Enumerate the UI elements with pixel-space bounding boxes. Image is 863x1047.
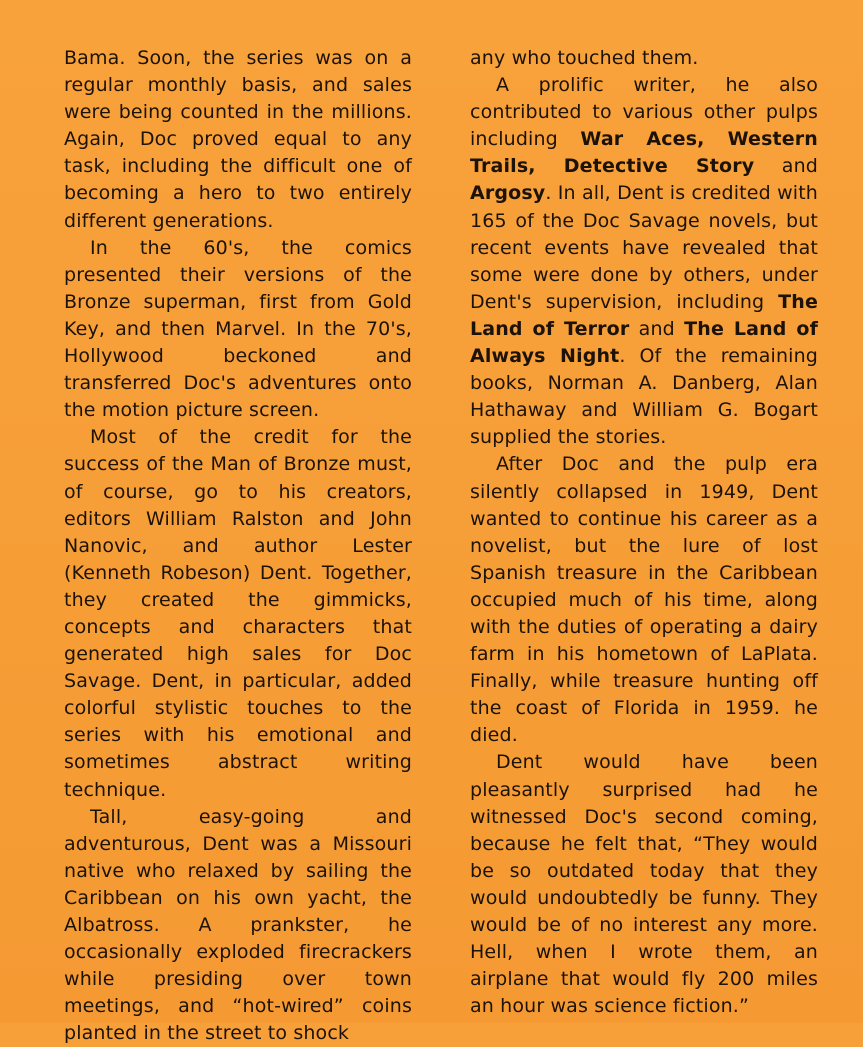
paragraph: In the 60's, the comics presented their versions of the Bronze superman, first from Gold Key, and then Marvel. In the 70's, Hollywood beckoned and transferred Doc's adventures onto the motion picture screen. — [64, 236, 412, 422]
paragraph: Most of the credit for the success of the Man of Bronze must, of course, go to his creators, editors William Ralston and John Nanovic, and author Lester (Kenneth Robeson) Dent. Together, they created the gimmicks, concepts and characters that generated high sales for Doc Savage. Dent, in particular, added colorful stylistic touches to the series with his emotional and sometimes abstract writing technique. — [64, 426, 412, 801]
bold-title: War Aces, Western Trails, Detective Story — [470, 128, 818, 178]
right-text-column — [470, 45, 818, 1020]
paragraph: Dent would have been pleasantly surprised had he witnessed Doc's second coming, because he felt that, “They would be so outdated today that they would undoubtedly be funny. They would be of no interest any more. Hell, when I wrote them, an airplane that would fly 200 miles an hour was science fiction.” — [470, 751, 818, 1018]
text-run: and — [754, 155, 818, 178]
bold-title: The Land of Always Night — [470, 317, 818, 368]
paragraph: Bama. Soon, the series was on a regular monthly basis, and sales were being counted in the millions. Again, Doc proved equal to any task, including the difficult one of becoming a hero to two entirely different generations. — [64, 47, 412, 232]
paragraph: Tall, easy-going and adventurous, Dent was a Missouri native who relaxed by sailing the Caribbean on his own yacht, the Albatross. A prankster, he occasionally exploded firecrackers while presiding over town meetings, and “hot-wired” coins planted in the street to shock — [64, 805, 412, 1045]
left-text-column — [64, 45, 412, 1047]
paragraph: any who touched them. — [470, 47, 699, 69]
paragraph — [470, 72, 818, 451]
paragraph: After Doc and the pulp era silently collapsed in 1949, Dent wanted to continue his career as a novelist, but the lure of lost Spanish treasure in the Caribbean occupied much of his time, along with the duties of operating a dairy farm in his hometown of LaPlata. Finally, while treasure hunting off the coast of Florida in 1959. he died. — [470, 453, 818, 747]
bold-title: Argosy — [470, 182, 546, 205]
text-run: A prolific writer, he also contributed to various other pulps including — [470, 74, 818, 151]
bold-title: The Land of Terror — [470, 290, 818, 340]
text-run: . In all, Dent is credited with 165 of the Doc Savage novels, but recent events have revealed that some were done by others, under Dent's supervision, including — [470, 182, 818, 313]
text-run: and — [629, 317, 685, 340]
text-run: . Of the remaining books, Norman A. Danberg, Alan Hathaway and William G. Bogart supplied the stories. — [470, 345, 818, 449]
